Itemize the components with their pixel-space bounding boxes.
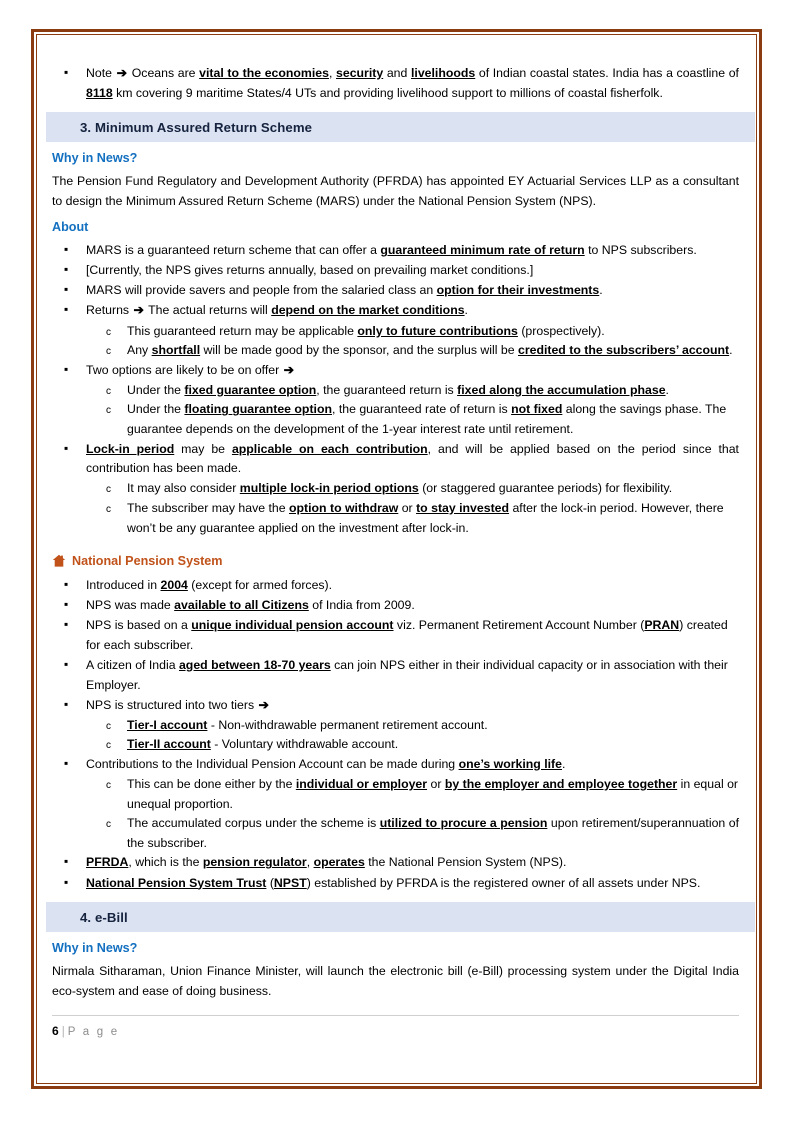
document-content	[38, 36, 755, 1082]
sub-bullet-text: or	[427, 777, 445, 792]
list-item	[38, 716, 755, 736]
bullet-text: may be	[174, 441, 232, 456]
about-label: About	[52, 220, 89, 235]
note-text-1: Oceans are	[128, 66, 200, 80]
list-item	[38, 322, 755, 342]
sub-bullet-text: .	[729, 343, 733, 358]
sub-bullet-underline: shortfall	[151, 343, 201, 358]
sub-bullet-text: in equal or unequal proportion.	[127, 777, 739, 811]
sub-bullet-text: - Voluntary withdrawable account.	[210, 737, 399, 752]
sub-bullet-underline: Tier-I account	[127, 717, 208, 732]
bullet-text: ) established by PFRDA is the registered owner of all assets under NPS.	[306, 875, 701, 890]
two-options-list	[38, 361, 755, 381]
bullet-underline: one’s working life	[458, 756, 562, 771]
bullet-underline: depend on the market conditions	[271, 303, 465, 318]
bullet-underline: National Pension System Trust	[86, 875, 267, 890]
sub-bullet-underline: only to future contributions	[357, 323, 518, 338]
footer-page-number: 6	[52, 1024, 59, 1039]
list-item	[38, 361, 755, 381]
section-4-title: 4. e-Bill	[80, 909, 128, 925]
list-item	[38, 616, 755, 655]
sub-bullet-text: Under the	[127, 402, 185, 417]
bullet-underline: applicable on each contribution	[231, 441, 428, 456]
list-item	[38, 301, 755, 321]
sub-bullet-text: , the guaranteed return is	[316, 382, 458, 397]
bullet-text: ) created for each subscriber.	[86, 618, 728, 652]
section-heading-band-4	[46, 902, 755, 932]
bullet-text: of India from 2009.	[308, 598, 415, 613]
list-item	[38, 499, 755, 538]
nps-heading	[38, 554, 755, 568]
list-item	[38, 400, 755, 439]
sub-bullet-underline: option to withdraw	[289, 500, 399, 515]
bullet-underline: 2004	[160, 578, 188, 593]
bullet-underline: aged between 18-70 years	[178, 657, 331, 672]
bullet-underline: available to all Citizens	[174, 598, 309, 613]
list-item	[38, 261, 755, 281]
sub-bullet-text: .	[665, 382, 669, 397]
bullet-underline: PFRDA	[86, 855, 129, 870]
bullet-text: .	[599, 283, 603, 298]
sub-bullet-underline: not fixed	[511, 402, 563, 417]
bullet-text: .	[561, 756, 566, 771]
why-in-news-body-4: Nirmala Sitharaman, Union Finance Minister, will launch the electronic bill (e-Bill) processing system under the Digital India eco-system and ease of doing business.	[52, 964, 739, 998]
sub-bullet-underline: by the employer and employee together	[444, 777, 678, 792]
footer-separator: |	[61, 1026, 65, 1039]
bullet-underline: operates	[313, 855, 365, 870]
sub-bullet-underline: floating guarantee option	[184, 402, 332, 417]
nps-bullet-list	[38, 576, 755, 715]
arrow-icon: ➔	[283, 362, 295, 377]
sub-bullet-text: upon retirement/superannuation of the subscriber.	[127, 816, 739, 850]
note-text-3: and	[383, 66, 411, 80]
list-item	[38, 64, 755, 103]
sub-bullet-underline: individual or employer	[295, 777, 428, 792]
list-item	[38, 281, 755, 301]
lockin-list	[38, 440, 755, 479]
bullet-text: NPS is structured into two tiers	[86, 697, 258, 712]
bullet-text: NPS was made	[86, 598, 175, 613]
arrow-icon: ➔	[133, 303, 144, 318]
nps-contrib-list	[38, 755, 755, 775]
note-text-4: of Indian coastal states. India has a coastline of	[475, 66, 739, 80]
bullet-text: (	[266, 875, 274, 890]
nps-tier-list	[38, 716, 755, 755]
bullet-text: MARS is a guaranteed return scheme that can offer a	[86, 243, 381, 258]
bullet-text: , and will be applied based on the period since that contribution has been made.	[86, 441, 739, 476]
list-item	[38, 656, 755, 695]
bullet-text: , which is the	[128, 855, 203, 870]
list-item	[38, 814, 755, 853]
bullet-text: .	[464, 303, 468, 318]
list-item	[38, 696, 755, 716]
about-sub-list-1	[38, 322, 755, 361]
lockin-sub-list	[38, 479, 755, 538]
about-bullet-list	[38, 241, 755, 321]
note-text-2: ,	[328, 66, 337, 80]
sub-bullet-text: along the savings phase. The guarantee depends on the development of the 1-year interest rate until retirement.	[127, 402, 727, 437]
sub-bullet-text: - Non-withdrawable permanent retirement account.	[207, 717, 488, 732]
note-underline-4: 8118	[86, 85, 113, 100]
bullet-text: viz. Permanent Retirement Account Number (	[393, 618, 645, 633]
bullet-text: can join NPS either in their individual capacity or in association with their Employer.	[86, 657, 728, 692]
bullet-text: ,	[306, 855, 314, 870]
bullet-underline: pension regulator	[202, 855, 307, 870]
sub-bullet-text: (or staggered guarantee periods) for flexibility.	[418, 481, 673, 496]
bullet-underline: NPST	[273, 875, 307, 890]
bullet-text: NPS is based on a	[86, 618, 192, 633]
bullet-text: (except for armed forces).	[187, 578, 333, 593]
sub-bullet-underline: fixed guarantee option	[184, 382, 317, 397]
two-options-sub-list	[38, 381, 755, 440]
nps-regulator-list	[38, 853, 755, 893]
sub-bullet-text: This guaranteed return may be applicable	[127, 323, 358, 338]
bullet-text: Contributions to the Individual Pension Account can be made during	[86, 756, 459, 771]
nps-heading-label: National Pension System	[72, 554, 223, 569]
nps-contrib-sub-list	[38, 775, 755, 853]
arrow-icon: ➔	[258, 697, 270, 712]
list-item	[38, 479, 755, 499]
sub-bullet-underline: Tier-II account	[127, 737, 211, 752]
bullet-underline: guaranteed minimum rate of return	[380, 243, 585, 258]
sub-bullet-text: (prospectively).	[517, 323, 605, 338]
bullet-text: A citizen of India	[86, 657, 179, 672]
sub-bullet-underline: credited to the subscribers’ account	[517, 343, 730, 358]
bullet-text: the National Pension System (NPS).	[364, 855, 567, 870]
list-item	[38, 775, 755, 814]
bullet-text: to NPS subscribers.	[584, 243, 697, 258]
note-text-5: km covering 9 maritime States/4 UTs and providing livelihood support to millions of coastal fisherfolk.	[112, 85, 663, 100]
list-item	[38, 755, 755, 775]
why-in-news-label-3: Why in News?	[52, 151, 138, 166]
list-item	[38, 341, 755, 361]
list-item	[38, 576, 755, 596]
sub-bullet-text: It may also consider	[127, 481, 240, 496]
note-underline-3: livelihoods	[410, 66, 476, 80]
sub-bullet-text: The subscriber may have the	[127, 500, 289, 515]
top-note-list	[38, 64, 755, 103]
sub-bullet-underline: multiple lock-in period options	[239, 481, 419, 496]
sub-bullet-text: Any	[127, 343, 152, 358]
list-item	[38, 596, 755, 616]
bullet-text: MARS will provide savers and people from the salaried class an	[86, 283, 437, 298]
bullet-text: [Currently, the NPS gives returns annually, based on prevailing market conditions.]	[86, 263, 534, 278]
sub-bullet-underline: utilized to procure a pension	[379, 816, 548, 831]
sub-bullet-text: Under the	[127, 382, 185, 397]
sub-bullet-text: will be made good by the sponsor, and the surplus will be	[200, 343, 518, 358]
sub-bullet-text: after the lock-in period. However, there won’t be any guarantee applied on the investment after lock-in.	[127, 500, 724, 535]
footer-page-word: P a g e	[67, 1026, 120, 1039]
bullet-underline: Lock-in period	[86, 441, 175, 456]
bullet-underline: option for their investments	[436, 283, 600, 298]
list-item	[38, 440, 755, 479]
sub-bullet-text: or	[398, 500, 417, 515]
list-item	[38, 874, 755, 894]
bullet-text: Two options are likely to be on offer	[86, 362, 283, 377]
bullet-text: Returns	[86, 303, 133, 318]
note-underline-2: security	[336, 66, 384, 80]
sub-bullet-text: , the guaranteed rate of return is	[331, 402, 512, 417]
list-item	[38, 853, 755, 873]
why-in-news-body-3: The Pension Fund Regulatory and Development Authority (PFRDA) has appointed EY Actuarial Services LLP as a consultant to design the Minimum Assured Return Scheme (MARS) under the National Pension System (NPS).	[52, 174, 739, 208]
sub-bullet-text: This can be done either by the	[127, 777, 296, 792]
sub-bullet-text: The accumulated corpus under the scheme is	[127, 816, 380, 831]
list-item	[38, 241, 755, 261]
section-3-title: 3. Minimum Assured Return Scheme	[80, 119, 313, 135]
bullet-underline: PRAN	[644, 618, 680, 633]
bullet-underline: unique individual pension account	[191, 618, 394, 633]
arrow-icon: ➔	[116, 66, 128, 80]
list-item	[38, 381, 755, 401]
bullet-text: The actual returns will	[144, 303, 272, 318]
home-icon	[52, 554, 66, 568]
page-footer	[38, 1016, 755, 1038]
list-item	[38, 735, 755, 755]
sub-bullet-underline: fixed along the accumulation phase	[457, 382, 666, 397]
sub-bullet-underline: to stay invested	[416, 500, 510, 515]
section-heading-band-3	[46, 112, 755, 142]
note-text-pre: Note	[86, 66, 116, 80]
why-in-news-label-4: Why in News?	[52, 941, 138, 956]
note-underline-1: vital to the economies	[199, 66, 329, 80]
bullet-text: Introduced in	[86, 578, 161, 593]
